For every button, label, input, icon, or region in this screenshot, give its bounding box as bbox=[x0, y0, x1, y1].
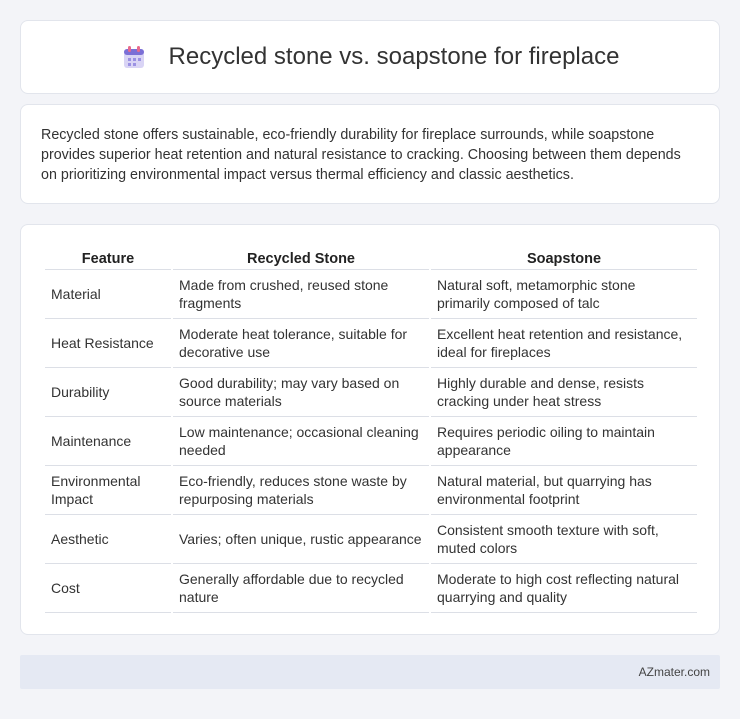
table-row bbox=[45, 368, 697, 417]
header-recycled-stone: Recycled Stone bbox=[173, 247, 429, 270]
comparison-card bbox=[20, 224, 720, 635]
table-row bbox=[45, 515, 697, 564]
feature-cell: Aesthetic bbox=[45, 515, 171, 564]
feature-cell: Material bbox=[45, 270, 171, 319]
recycled-cell: Eco-friendly, reduces stone waste by repurposing materials bbox=[173, 466, 429, 515]
table-row bbox=[45, 466, 697, 515]
intro-card bbox=[20, 104, 720, 204]
recycled-cell: Varies; often unique, rustic appearance bbox=[173, 515, 429, 564]
soapstone-cell: Moderate to high cost reflecting natural quarrying and quality bbox=[431, 564, 697, 613]
footer-bar bbox=[20, 655, 720, 689]
comparison-table bbox=[43, 247, 699, 613]
feature-cell: Environmental Impact bbox=[45, 466, 171, 515]
header-feature: Feature bbox=[45, 247, 171, 270]
table-row bbox=[45, 417, 697, 466]
feature-cell: Heat Resistance bbox=[45, 319, 171, 368]
intro-text: Recycled stone offers sustainable, eco-friendly durability for fireplace surrounds, while soapstone provides superior heat retention and natural resistance to cracking. Choosing between them depends on prioritizing environmental impact versus thermal efficiency and classic aesthetics. bbox=[41, 127, 681, 183]
recycled-cell: Moderate heat tolerance, suitable for decorative use bbox=[173, 319, 429, 368]
table-row bbox=[45, 319, 697, 368]
table-header-row bbox=[45, 247, 697, 270]
soapstone-cell: Requires periodic oiling to maintain appearance bbox=[431, 417, 697, 466]
recycled-cell: Made from crushed, reused stone fragments bbox=[173, 270, 429, 319]
soapstone-cell: Natural soft, metamorphic stone primarily composed of talc bbox=[431, 270, 697, 319]
feature-cell: Maintenance bbox=[45, 417, 171, 466]
header-soapstone: Soapstone bbox=[431, 247, 697, 270]
recycled-cell: Generally affordable due to recycled nature bbox=[173, 564, 429, 613]
feature-cell: Cost bbox=[45, 564, 171, 613]
soapstone-cell: Natural material, but quarrying has environmental footprint bbox=[431, 466, 697, 515]
soapstone-cell: Highly durable and dense, resists cracking under heat stress bbox=[431, 368, 697, 417]
recycled-cell: Good durability; may vary based on source materials bbox=[173, 368, 429, 417]
soapstone-cell: Consistent smooth texture with soft, muted colors bbox=[431, 515, 697, 564]
table-row bbox=[45, 564, 697, 613]
page-title: Recycled stone vs. soapstone for fireplace bbox=[168, 43, 620, 70]
title-card bbox=[20, 20, 720, 94]
recycled-cell: Low maintenance; occasional cleaning needed bbox=[173, 417, 429, 466]
soapstone-cell: Excellent heat retention and resistance, ideal for fireplaces bbox=[431, 319, 697, 368]
table-row bbox=[45, 270, 697, 319]
feature-cell: Durability bbox=[45, 368, 171, 417]
calendar-icon bbox=[121, 44, 147, 70]
footer-brand[interactable]: AZmater.com bbox=[638, 665, 710, 679]
